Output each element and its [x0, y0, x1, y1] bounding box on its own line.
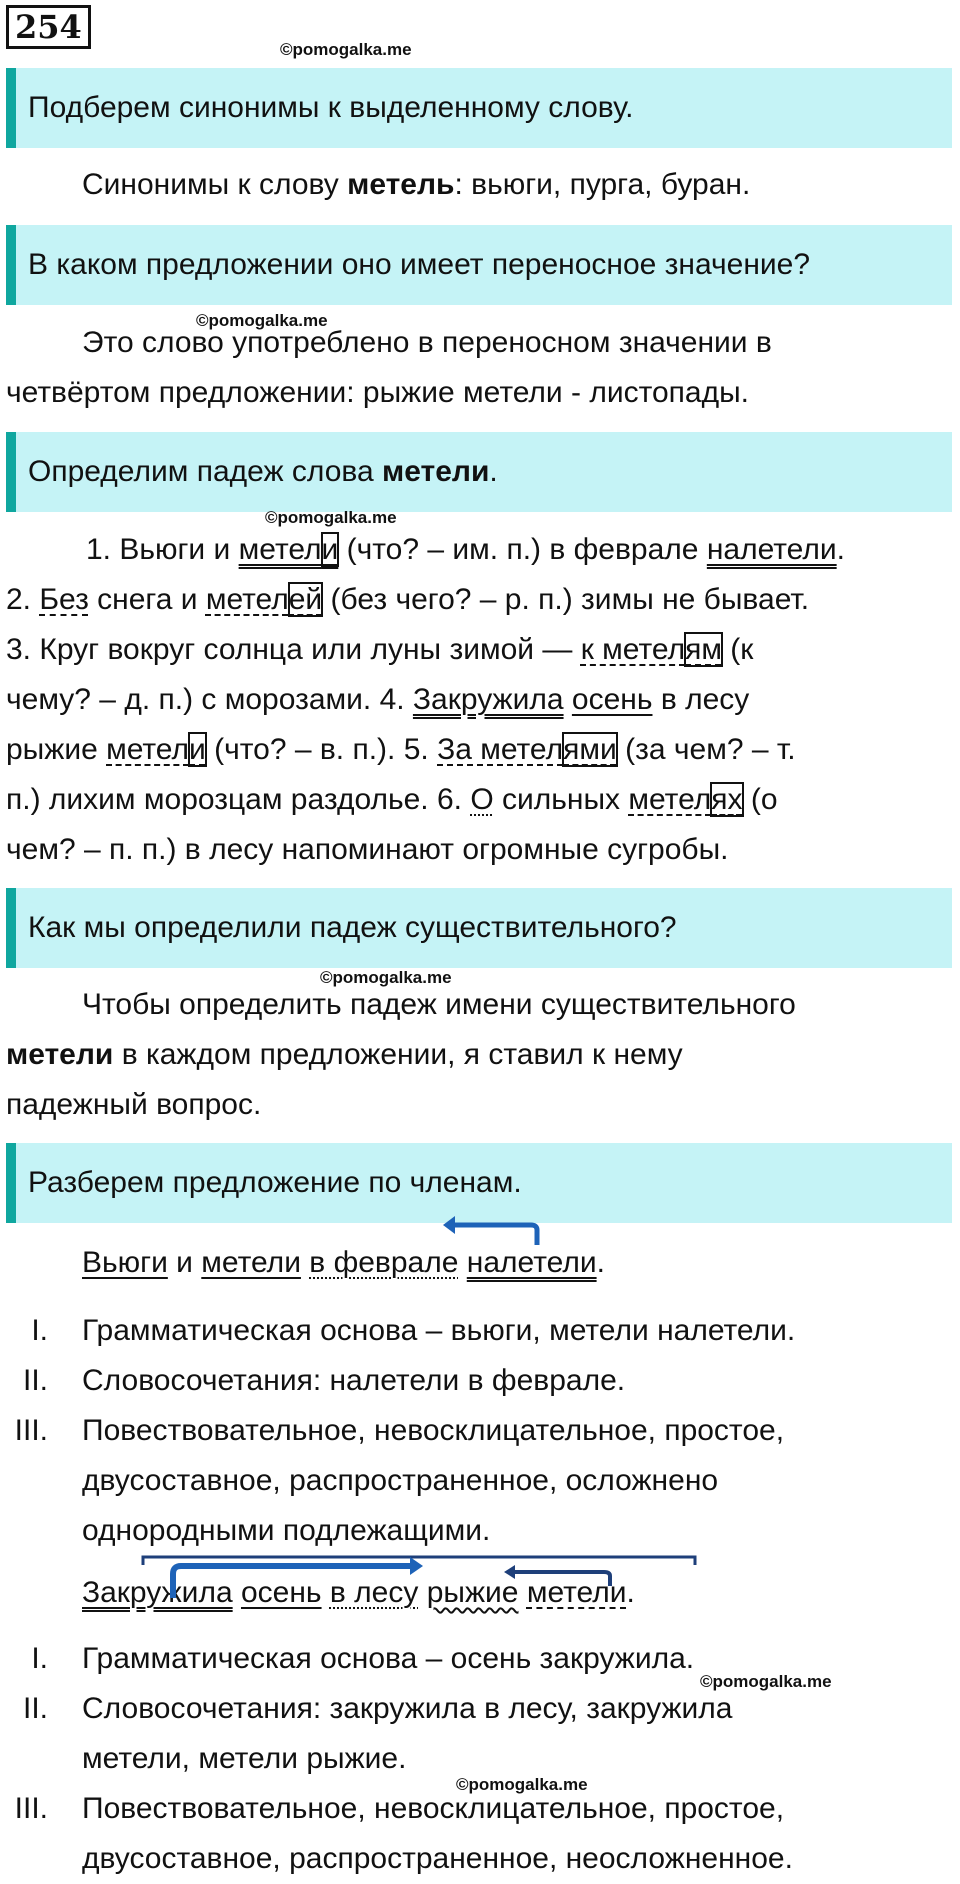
figurative-paragraph: Это слово употреблено в переносном значении в четвёртом предложении: рыжие метели - листопады. [6, 326, 772, 409]
exercise-number: 254 [6, 5, 91, 49]
synonyms-paragraph: Синонимы к слову метель: вьюги, пурга, буран. [82, 168, 751, 201]
arrow-sentence-1 [455, 1225, 537, 1245]
list-item: I. Грамматическая основа – осень закружила. [31, 1642, 695, 1675]
parsed-sentence-1: Вьюги и метели в феврале налетели. [82, 1246, 605, 1279]
arrow-head-1 [443, 1216, 455, 1234]
watermark: ©pomogalka.me [196, 311, 328, 330]
watermark: ©pomogalka.me [700, 1672, 832, 1691]
arrow-head-2b [504, 1565, 515, 1579]
list-item: I. Грамматическая основа – вьюги, метели налетели. [31, 1314, 796, 1347]
section-header-parse: Разберем предложение по членам. [6, 1143, 952, 1223]
section-header-synonyms: Подберем синонимы к выделенному слову. [6, 68, 952, 148]
arrow-sentence-2b [515, 1572, 610, 1586]
section-header-method: Как мы определили падеж существительного? [6, 888, 952, 968]
list-item: II. Словосочетания: закружила в лесу, закружила метели, метели рыжие. [22, 1692, 733, 1775]
list-item: II. Словосочетания: налетели в феврале. [22, 1364, 626, 1397]
arrow-head-2a [410, 1557, 423, 1575]
watermark: ©pomogalka.me [456, 1775, 588, 1794]
watermark: ©pomogalka.me [280, 40, 412, 59]
section-header-case: Определим падеж слова метели. [6, 432, 952, 512]
method-paragraph: Чтобы определить падеж имени существительного метели в каждом предложении, я ставил к нему падежный вопрос. [6, 988, 796, 1121]
list-item: III. Повествовательное, невосклицательное, простое, двусоставное, распространенное, осложнено однородными подлежащими. [14, 1414, 785, 1547]
case-sentences: 1. Вьюги и метели (что? – им. п.) в феврале налетели. 2. Без снега и метелей (без чего? – р. п.) зимы не бывает. 3. Круг вокруг солнца или луны зимой — к метелям (к чему? – д. п.) с морозами. 4. Закружила осень в лесу рыжие метели (что? – в. п.). 5. За метелями (за чем? – т. п.) лихим морозцам раздолье. 6. О сильных метелях (о чем? – п. п.) в лесу напоминают огромные сугробы. [6, 533, 845, 866]
watermark: ©pomogalka.me [320, 968, 452, 987]
arrow-sentence-2a [173, 1566, 410, 1598]
parsed-sentence-2: Закружила осень в лесу рыжие метели. [82, 1576, 635, 1609]
list-item: III. Повествовательное, невосклицательное, простое, двусоставное, распространенное, неосложненное. [14, 1792, 793, 1875]
watermark: ©pomogalka.me [265, 508, 397, 527]
section-header-figurative: В каком предложении оно имеет переносное значение? [6, 225, 952, 305]
